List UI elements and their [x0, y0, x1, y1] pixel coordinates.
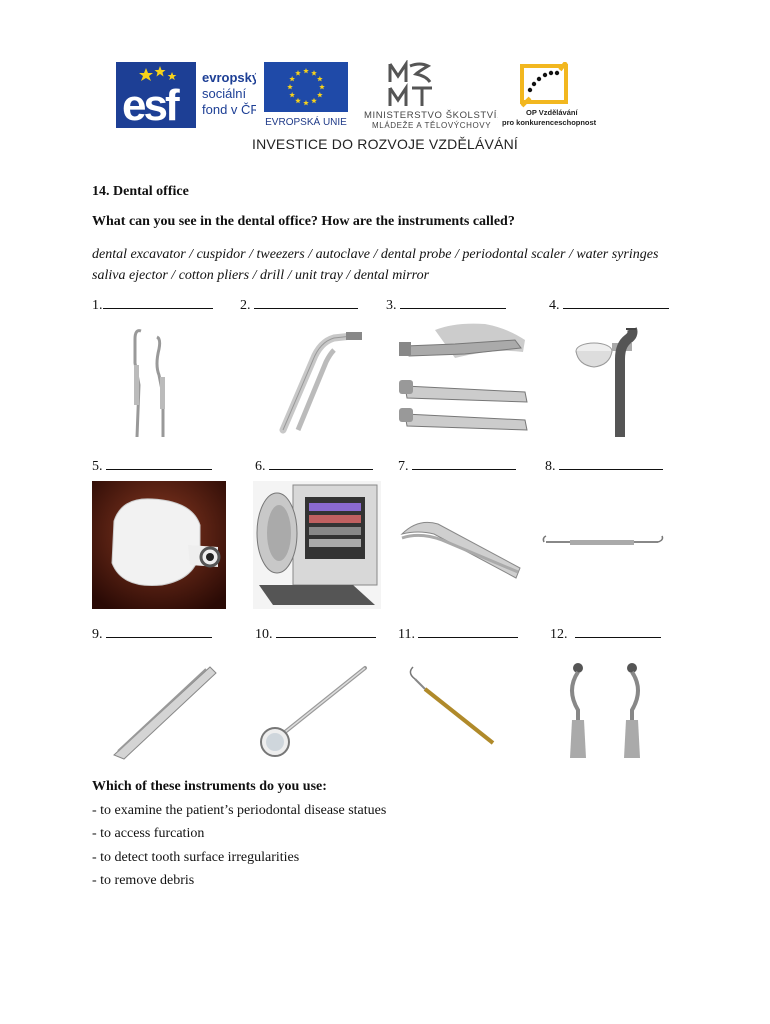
- item-2-blank[interactable]: [240, 296, 358, 314]
- answer-line[interactable]: [563, 296, 669, 309]
- answer-line[interactable]: [412, 457, 516, 470]
- item-label: 12.: [550, 627, 568, 642]
- autoclave-icon: [253, 481, 381, 609]
- answer-line[interactable]: [276, 625, 376, 638]
- uses-title: Which of these instruments do you use:: [92, 779, 327, 794]
- item-label: 6.: [255, 459, 266, 474]
- dental-excavator-icon: [540, 530, 665, 552]
- op-text-1: OP Vzdělávání: [526, 108, 578, 117]
- use-item: - to examine the patient’s periodontal disease statues: [92, 803, 387, 818]
- answer-line[interactable]: [575, 625, 661, 638]
- item-label: 11.: [398, 627, 415, 642]
- item-label: 7.: [398, 459, 409, 474]
- answer-line[interactable]: [254, 296, 358, 309]
- item-label: 4.: [549, 298, 560, 313]
- item-label: 1.: [92, 298, 103, 313]
- esf-logo: [116, 62, 256, 128]
- drill-icon: [395, 318, 530, 443]
- use-item: - to remove debris: [92, 873, 195, 888]
- svg-text:esf: esf: [122, 81, 177, 128]
- item-1-blank[interactable]: [92, 296, 213, 314]
- periodontal-scaler-icon: [560, 660, 650, 760]
- word-list: dental excavator / cuspidor / tweezers / autoclave / dental probe / periodontal scaler / water syringes saliva ejector / cotton pliers / drill / unit tray / dental mirror: [92, 247, 659, 283]
- logo-banner: [0, 0, 770, 160]
- item-7-blank[interactable]: [398, 457, 516, 475]
- banner-text: INVESTICE DO ROZVOJE VZDĚLÁVÁNÍ: [251, 136, 519, 152]
- item-label: 3.: [386, 298, 397, 313]
- esf-text-2: sociální: [202, 86, 247, 101]
- answer-line[interactable]: [103, 296, 213, 309]
- item-9-blank[interactable]: [92, 625, 212, 643]
- esf-text-3: fond v ČR: [202, 102, 256, 117]
- use-item: - to access furcation: [92, 826, 205, 841]
- saliva-ejector-icon: [268, 330, 368, 435]
- item-4-blank[interactable]: [549, 296, 669, 314]
- item-12-blank[interactable]: [550, 625, 661, 643]
- answer-line[interactable]: [106, 457, 212, 470]
- msmt-text-2: MLÁDEŽE A TĚLOVÝCHOVY: [372, 121, 492, 130]
- question: What can you see in the dental office? How are the instruments called?: [92, 214, 515, 229]
- use-item: - to detect tooth surface irregularities: [92, 850, 300, 865]
- answer-line[interactable]: [400, 296, 506, 309]
- item-10-blank[interactable]: [255, 625, 376, 643]
- eu-text: EVROPSKÁ UNIE: [265, 117, 347, 128]
- item-label: 9.: [92, 627, 103, 642]
- cuspidor-icon: [570, 325, 645, 440]
- item-8-blank[interactable]: [545, 457, 663, 475]
- tweezers-icon: [110, 663, 220, 763]
- item-label: 10.: [255, 627, 273, 642]
- cotton-pliers-icon: [398, 510, 526, 582]
- item-label: 8.: [545, 459, 556, 474]
- page-title: 14. Dental office: [92, 184, 189, 199]
- answer-line[interactable]: [418, 625, 518, 638]
- item-5-blank[interactable]: [92, 457, 212, 475]
- eu-logo: [264, 62, 348, 128]
- msmt-logo: [358, 60, 498, 130]
- op-text-2: pro konkurenceschopnost: [502, 118, 597, 127]
- msmt-text-1: MINISTERSTVO ŠKOLSTVÍ,: [364, 110, 498, 121]
- water-syringes-icon: [115, 325, 185, 440]
- answer-line[interactable]: [106, 625, 212, 638]
- unit-tray-icon: [92, 481, 226, 609]
- esf-text-1: evropský: [202, 70, 256, 85]
- answer-line[interactable]: [269, 457, 373, 470]
- item-label: 2.: [240, 298, 251, 313]
- item-3-blank[interactable]: [386, 296, 506, 314]
- dental-probe-icon: [405, 663, 505, 748]
- answer-line[interactable]: [559, 457, 663, 470]
- item-6-blank[interactable]: [255, 457, 373, 475]
- item-11-blank[interactable]: [398, 625, 518, 643]
- item-label: 5.: [92, 459, 103, 474]
- dental-mirror-icon: [255, 660, 375, 764]
- op-logo: [500, 62, 610, 128]
